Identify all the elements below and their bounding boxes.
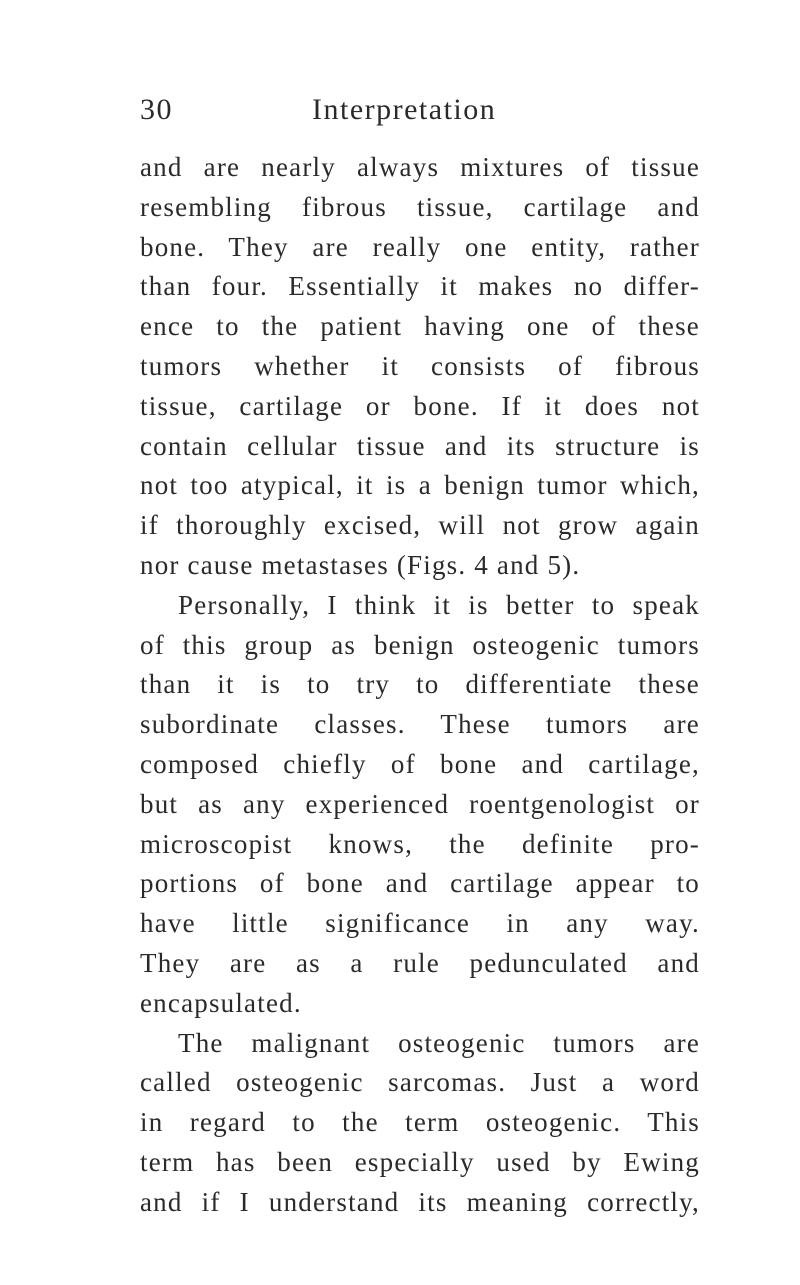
text-line: in regard to the term osteogenic. This: [140, 1107, 700, 1138]
text-line: than it is to try to differentiate these: [140, 669, 700, 700]
running-title: Interpretation: [312, 93, 497, 126]
text-line: ence to the patient having one of these: [140, 311, 700, 342]
text-line: if thoroughly excised, will not grow again: [140, 510, 700, 541]
text-line: composed chiefly of bone and cartilage,: [140, 748, 700, 779]
text-line: resembling fibrous tissue, cartilage and: [140, 191, 700, 222]
text-line: encapsulated.: [140, 987, 302, 1018]
text-line: but as any experienced roentgenologist or: [140, 788, 700, 819]
text-line: of this group as benign osteogenic tumors: [140, 629, 700, 660]
text-line: They are as a rule pedunculated and: [140, 947, 700, 978]
page-number: 30: [140, 93, 173, 126]
running-head: [140, 88, 700, 132]
body-text: [140, 148, 700, 1223]
text-line: portions of bone and cartilage appear to: [140, 868, 700, 899]
text-line: The malignant osteogenic tumors are: [178, 1027, 700, 1058]
text-line: and if I understand its meaning correctly,: [140, 1186, 700, 1217]
text-line: bone. They are really one entity, rather: [140, 231, 700, 262]
text-line: called osteogenic sarcomas. Just a word: [140, 1067, 700, 1098]
text-line: microscopist knows, the definite pro-: [140, 828, 700, 859]
text-line: subordinate classes. These tumors are: [140, 709, 700, 740]
text-line: and are nearly always mixtures of tissue: [140, 152, 700, 182]
text-line: term has been especially used by Ewing: [140, 1146, 700, 1177]
text-line: Personally, I think it is better to speak: [178, 589, 700, 620]
text-line: contain cellular tissue and its structure is: [140, 430, 700, 461]
text-line: tumors whether it consists of fibrous: [140, 350, 700, 381]
text-line: have little significance in any way.: [140, 908, 700, 939]
text-line: nor cause metastases (Figs. 4 and 5).: [140, 549, 581, 580]
text-line: than four. Essentially it makes no differ-: [140, 271, 700, 302]
text-line: not too atypical, it is a benign tumor which,: [140, 470, 700, 501]
text-line: tissue, cartilage or bone. If it does not: [140, 390, 700, 421]
